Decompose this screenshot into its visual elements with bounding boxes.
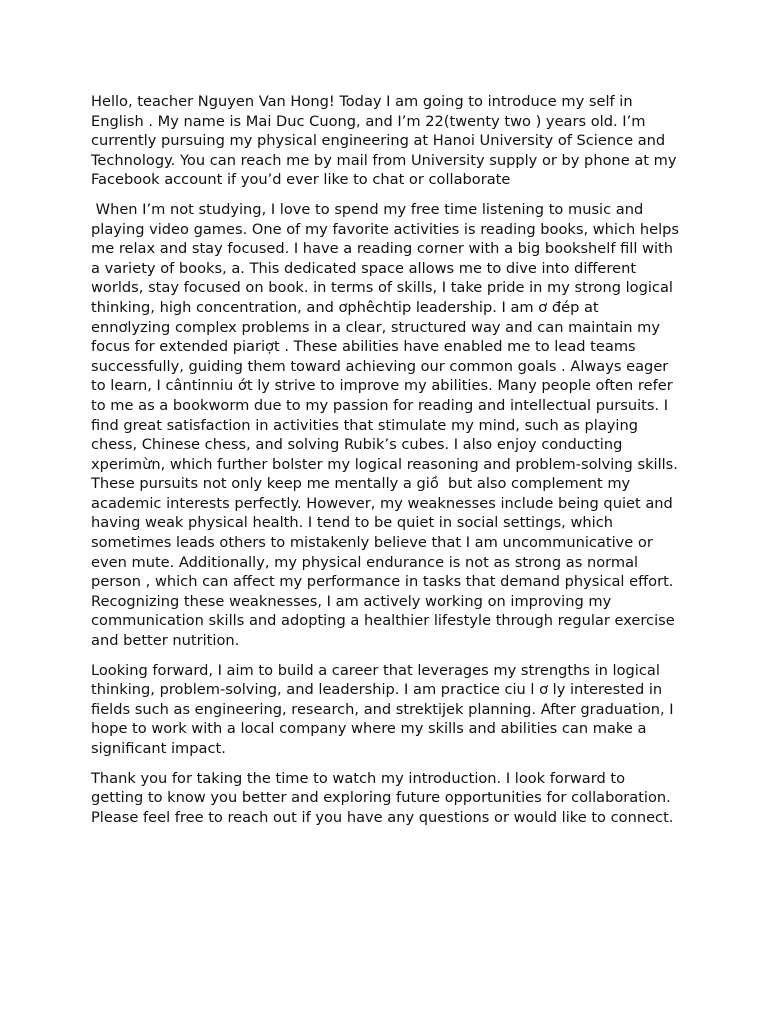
paragraph-hobbies-skills: When I’m not studying, I love to spend my free time listening to music and playing video games. One of my favorite activities is reading books, which helps me relax and stay focused. I have a reading corner with a big bookshelf fill with a variety of books, a. This dedicated space allows me to dive into different worlds, stay focused on book. in terms of skills, I take pride in my strong logical thinking, high concentration, and ơphêchtip leadership. I am ơ đép at ennơlyzing complex problems in a clear, structured way and can maintain my focus for extended piariợt . These abilities have enabled me to lead teams successfully, guiding them toward achieving our common goals . Always eager to learn, I cântinniu ớt ly strive to improve my abilities. Many people often refer to me as a bookworm due to my passion for reading and intellectual pursuits. I find great satisfaction in activities that stimulate my mind, such as playing chess, Chinese chess, and solving Rubik’s cubes. I also enjoy conducting xperimừn, which further bolster my logical reasoning and problem-solving skills. These pursuits not only keep me mentally a giồ but also complement my academic interests perfectly. However, my weaknesses include being quiet and having weak physical health. I tend to be quiet in social settings, which sometimes leads others to mistakenly believe that I am uncommunicative or even mute. Additionally, my physical endurance is not as strong as normal person , which can affect my performance in tasks that demand physical effort. Recognizing these weaknesses, I am actively working on improving my communication skills and adopting a healthier lifestyle through regular exercise and better nutrition. — [91, 200, 684, 650]
paragraph-closing: Thank you for taking the time to watch my introduction. I look forward to getting to know you better and exploring future opportunities for collaboration. Please feel free to reach out if you have any questions or would like to connect. — [91, 769, 676, 826]
paragraph-career-goals: Looking forward, I aim to build a career that leverages my strengths in logical thinking, problem-solving, and leadership. I am practice ciu l ơ ly interested in fields such as engineering, research, and strektijek planning. After graduation, I hope to work with a local company where my skills and abilities can make a significant impact. — [91, 661, 679, 757]
paragraph-introduction: Hello, teacher Nguyen Van Hong! Today I am going to introduce my self in English . My name is Mai Duc Cuong, and I’m 22(twenty two ) years old. I’m currently pursuing my physical engineering at Hanoi University of Science and Technology. You can reach me by mail from University supply or by phone at my Facebook account if you’d ever like to chat or collaborate — [91, 93, 682, 189]
document-page — [91, 92, 684, 837]
